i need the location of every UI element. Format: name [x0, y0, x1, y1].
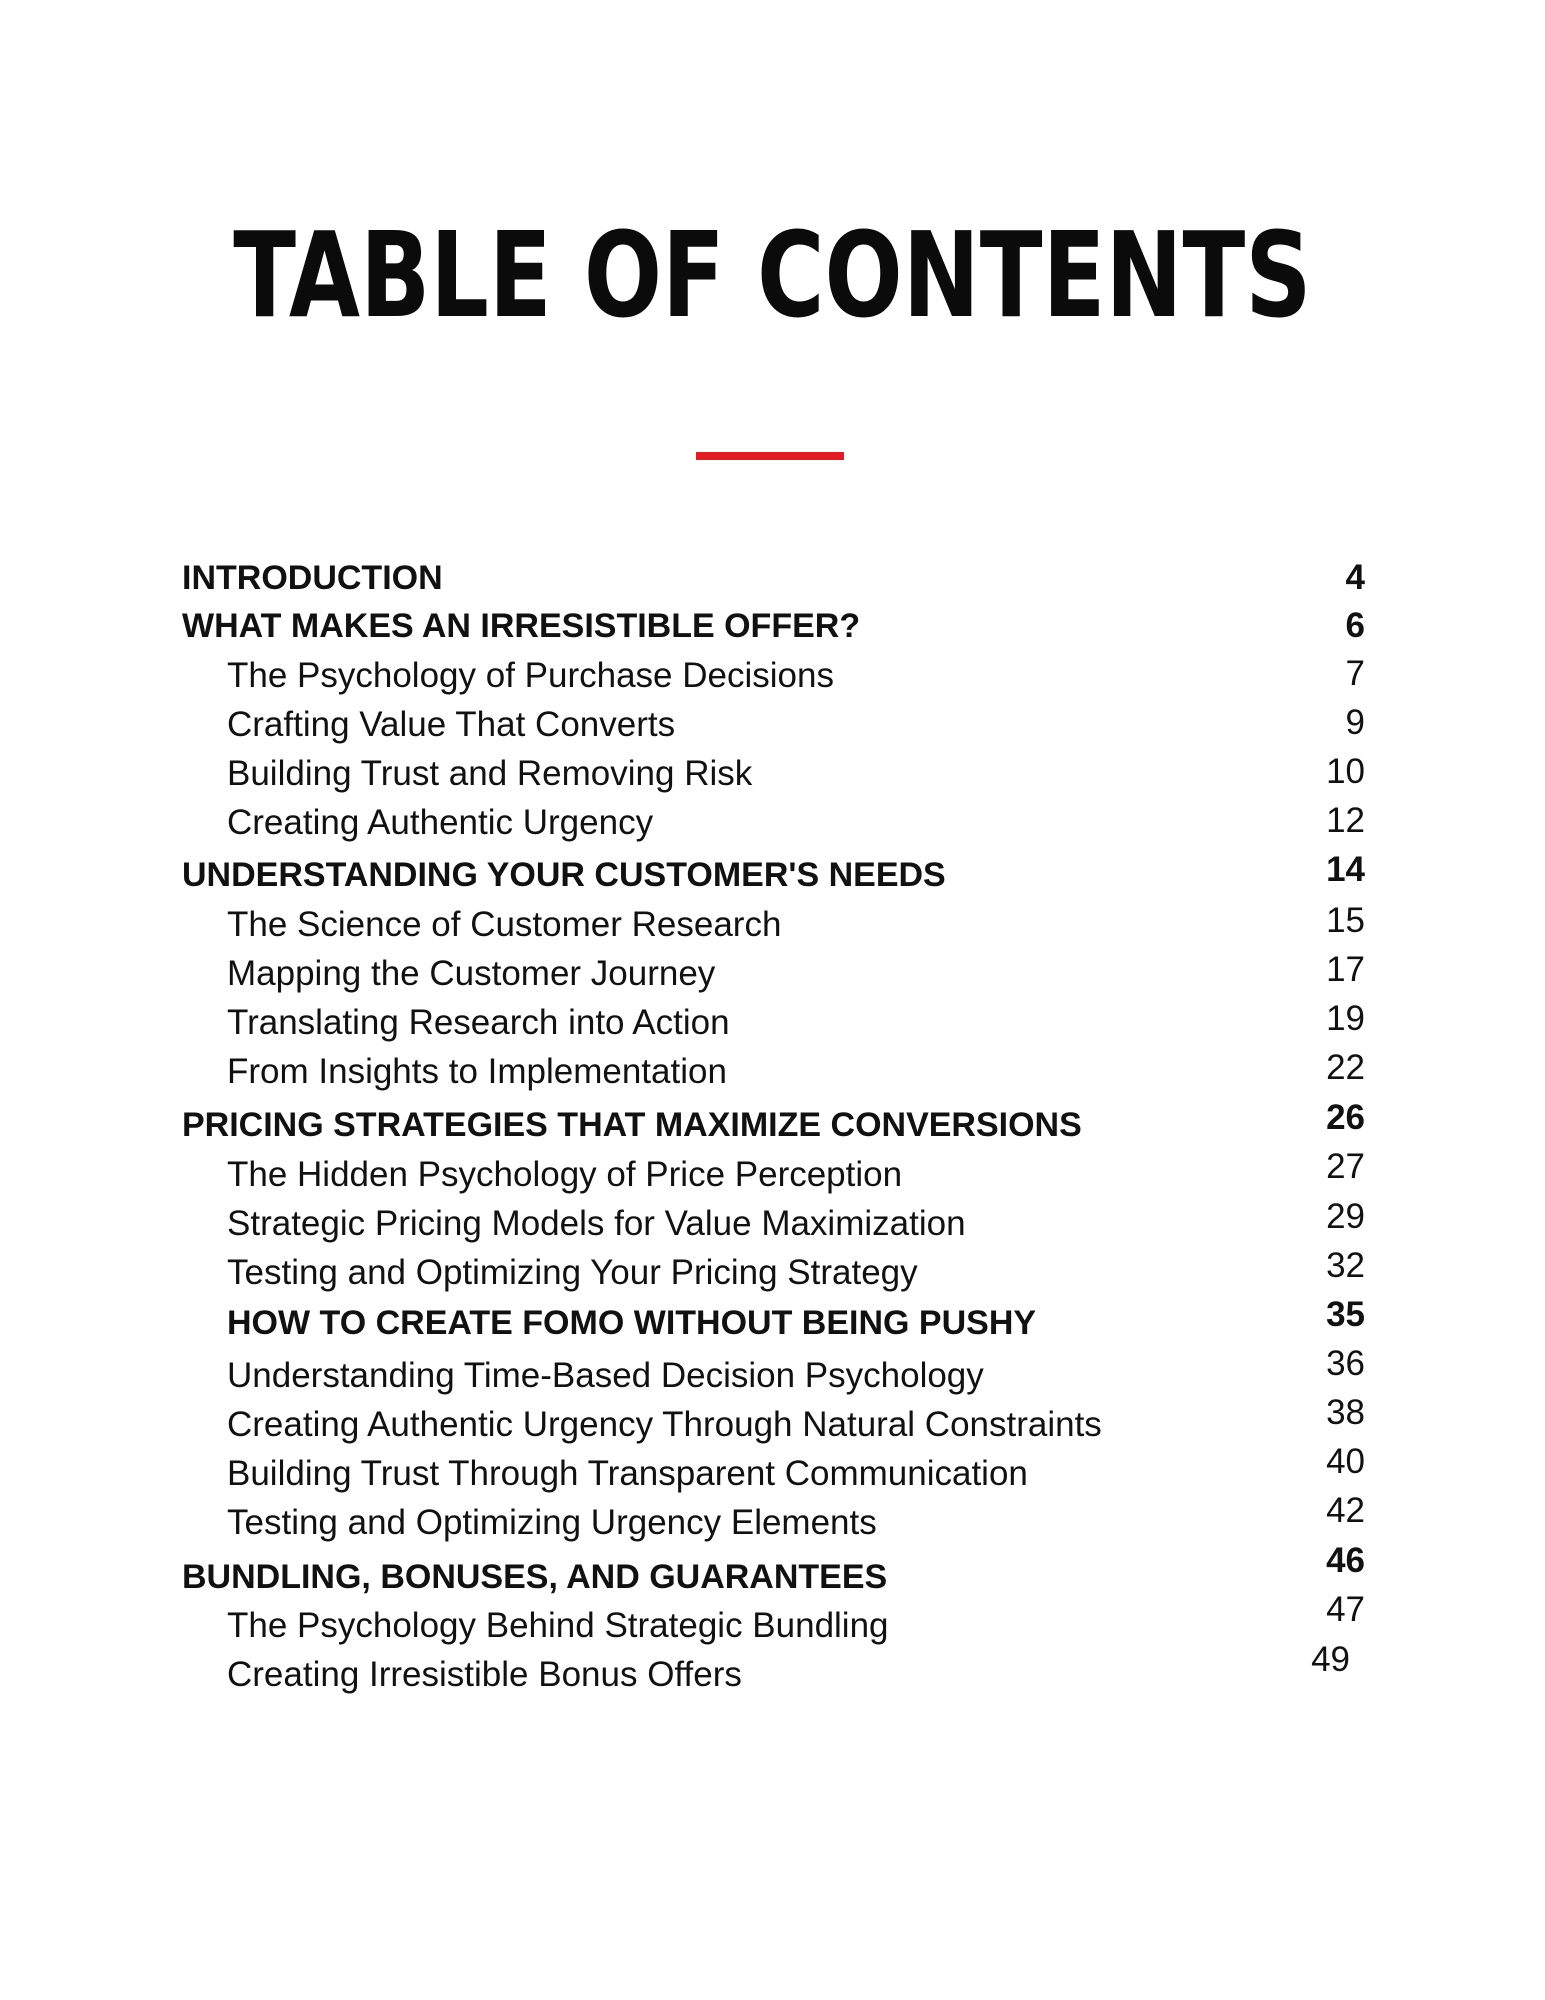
toc-entry-label: Creating Authentic Urgency — [227, 803, 654, 842]
toc-entry-page-number: 15 — [1326, 901, 1365, 940]
toc-entry-page-number: 19 — [1326, 999, 1365, 1038]
toc-entry-page-number: 17 — [1326, 950, 1365, 989]
toc-entry-label: WHAT MAKES AN IRRESISTIBLE OFFER? — [182, 607, 861, 645]
toc-entry-page-number: 49 — [1311, 1640, 1350, 1679]
toc-entry-page-number: 26 — [1326, 1098, 1365, 1137]
toc-entry-label: Building Trust and Removing Risk — [227, 754, 753, 793]
title-underline-accent — [696, 452, 844, 460]
toc-entry-page-number: 47 — [1326, 1590, 1365, 1629]
toc-entry-page-number: 9 — [1345, 703, 1365, 742]
toc-entry-label: HOW TO CREATE FOMO WITHOUT BEING PUSHY — [227, 1304, 1037, 1342]
toc-entry-label: Crafting Value That Converts — [227, 705, 676, 744]
toc-entry-label: From Insights to Implementation — [227, 1052, 727, 1091]
toc-entry-label: The Psychology of Purchase Decisions — [227, 656, 834, 695]
toc-entry-label: Creating Authentic Urgency Through Natural Constraints — [227, 1405, 1102, 1444]
toc-entry-page-number: 35 — [1326, 1295, 1365, 1334]
toc-entry-page-number: 29 — [1326, 1197, 1365, 1236]
toc-entry-page-number: 42 — [1326, 1491, 1365, 1530]
toc-entry-page-number: 10 — [1326, 752, 1365, 791]
toc-entry-label: Understanding Time-Based Decision Psychology — [227, 1356, 984, 1395]
toc-entry-page-number: 38 — [1326, 1393, 1365, 1432]
toc-entry-page-number: 22 — [1326, 1048, 1365, 1087]
toc-entry-page-number: 40 — [1326, 1442, 1365, 1481]
toc-entry-page-number: 27 — [1326, 1147, 1365, 1186]
toc-entry-page-number: 32 — [1326, 1246, 1365, 1285]
toc-entry-page-number: 46 — [1326, 1541, 1365, 1580]
toc-entry-label: INTRODUCTION — [182, 559, 443, 597]
toc-entry-label: Mapping the Customer Journey — [227, 954, 716, 993]
toc-entry-label: UNDERSTANDING YOUR CUSTOMER'S NEEDS — [182, 856, 946, 894]
toc-entry-label: The Science of Customer Research — [227, 905, 782, 944]
toc-entry-label: Translating Research into Action — [227, 1003, 730, 1042]
page-title: TABLE OF CONTENTS — [233, 206, 1312, 344]
toc-entry-label: PRICING STRATEGIES THAT MAXIMIZE CONVERSIONS — [182, 1106, 1082, 1144]
toc-entry-page-number: 14 — [1326, 850, 1365, 889]
toc-entry-label: Strategic Pricing Models for Value Maximization — [227, 1204, 966, 1243]
toc-entry-page-number: 36 — [1326, 1344, 1365, 1383]
toc-entry-label: Building Trust Through Transparent Communication — [227, 1454, 1028, 1493]
toc-entry-page-number: 6 — [1345, 606, 1365, 645]
toc-entry-label: The Psychology Behind Strategic Bundling — [227, 1606, 889, 1645]
toc-entry-label: The Hidden Psychology of Price Perception — [227, 1155, 903, 1194]
toc-entry-page-number: 4 — [1345, 558, 1365, 597]
toc-entry-page-number: 7 — [1345, 654, 1365, 693]
toc-entry-label: Testing and Optimizing Your Pricing Strategy — [227, 1253, 918, 1292]
toc-entry-label: BUNDLING, BONUSES, AND GUARANTEES — [182, 1558, 888, 1596]
toc-entry-label: Creating Irresistible Bonus Offers — [227, 1655, 742, 1694]
toc-entry-page-number: 12 — [1326, 801, 1365, 840]
toc-entry-label: Testing and Optimizing Urgency Elements — [227, 1503, 877, 1542]
